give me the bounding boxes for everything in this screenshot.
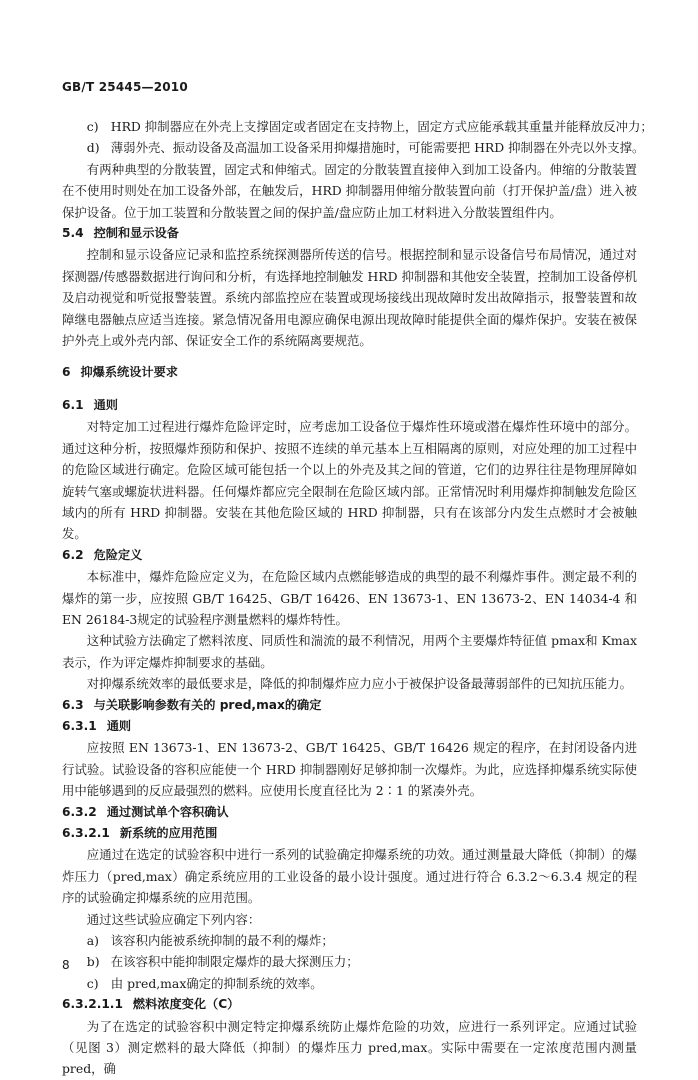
list-marker: b) [86, 954, 100, 970]
list-marker: a) [86, 933, 100, 949]
paragraph: 应通过在选定的试验容积中进行一系列的试验确定抑爆系统的功效。通过测量最大降低（抑制）的爆炸压力（pred,max）确定系统应用的工业设备的最小设计强度。通过进行符合 6.3.2～6.3.4 规定的程序的试验确定抑爆系统的应用范围。 [62, 847, 637, 906]
page-body [62, 116, 653, 1080]
section-number: 6.3.2.1 [62, 826, 110, 840]
section-title: 通则 [106, 718, 132, 733]
section-heading [62, 716, 637, 737]
paragraph: 通过这些试验应确定下列内容： [86, 911, 261, 927]
section-title: 危险定义 [93, 547, 143, 562]
paragraph: 控制和显示设备应记录和监控系统探测器所传送的信号。根据控制和显示设备信号布局情况，通过对探测器/传感器数据进行询问和分析，有选择地控制触发 HRD 抑制器和其他安全装置，控制加工设备停机及启动视觉和听觉报警装置。系统内部监控应在装置或现场接线出现故障时发出故障指示，报警装置和故障继电器触点应适当连接。紧急情况备用电源应确保电源出现故障时能提供全面的爆炸保护。安装在被保护外壳上或外壳内部、保证安全工作的系统隔离要规范。 [62, 247, 637, 349]
list-item [62, 116, 653, 137]
list-marker: d) [86, 140, 100, 156]
section-number: 6 [62, 365, 71, 380]
section-number: 5.4 [62, 226, 84, 241]
list-item [62, 951, 637, 972]
paragraph: 为了在选定的试验容积中测定特定抑爆系统防止爆炸危险的功效，应进行一系列评定。应通过试验（见图 3）测定燃料的最大降低（抑制）的爆炸压力 pred,max。实际中需要在一定浓度范围内测量 pred，确 [62, 1018, 637, 1077]
section-heading [62, 823, 637, 844]
section-heading [62, 362, 637, 383]
paragraph: 对特定加工过程进行爆炸危险评定时，应考虑加工设备位于爆炸性环境或潜在爆炸性环境中的部分。通过这种分析，按照爆炸预防和保护、按照不连续的单元基本上互相隔离的原则，对应处理的加工过程中的危险区域进行确定。危险区域可能包括一个以上的外壳及其之间的管道，它们的边界往往是物理屏障如旋转气塞或螺旋状进料器。任何爆炸都应完全限制在危险区域内部。正常情况时利用爆炸抑制触发危险区域内的所有 HRD 抑制器。安装在其他危险区域的 HRD 抑制器，只有在该部分内发生点燃时才会被触发。 [62, 419, 637, 542]
paragraph: 本标准中，爆炸危险应定义为，在危险区域内点燃能够造成的典型的最不利爆炸事件。测定最不利的爆炸的第一步，应按照 GB/T 16425、GB/T 16426、EN 13673-1、EN 13673-2、EN 14034-4 和 EN 26184-3规定的试验程序测量燃料的爆炸特性。 [62, 569, 637, 627]
list-marker: c) [86, 119, 99, 134]
paragraph: 有两种典型的分散装置，固定式和伸缩式。固定的分散装置直接伸入到加工设备内。伸缩的分散装置在不使用时则处在加工设备外部，在触发后，HRD 抑制器用伸缩分散装置向前（打开保护盖/盘）进入被保护设备。位于加工装置和分散装置之间的保护盖/盘应防止加工材料进入分散装置组件内。 [62, 161, 637, 220]
standard-number: GB/T 25445—2010 [62, 80, 188, 94]
section-number: 6.1 [62, 397, 84, 412]
paragraph: 这种试验方法确定了燃料浓度、同质性和湍流的最不利情况，用两个主要爆炸特征值 pmax和 Kmax表示，作为评定爆炸抑制要求的基础。 [62, 633, 637, 670]
section-heading [62, 695, 637, 716]
page-number: 8 [62, 958, 70, 972]
section-number: 6.3.2.1.1 [62, 997, 123, 1012]
paragraph: 对抑爆系统效率的最低要求是，降低的抑制爆炸应力应小于被保护设备最薄弱部件的已知抗压能力。 [86, 676, 632, 692]
section-title: 通过测试单个容积确认 [106, 804, 229, 819]
section-number: 6.3.1 [62, 718, 97, 733]
paragraph: 应按照 EN 13673-1、EN 13673-2、GB/T 16425、GB/T 16426 规定的程序，在封闭设备内进行试验。试验设备的容积应能使一个 HRD 抑制器刚好足够抑制一次爆炸。为此，应选择抑爆系统实际使用中能够遇到的反应最强烈的燃料。应使用长度直径比为 2∶1 的紧凑外壳。 [62, 740, 637, 799]
list-item [62, 973, 637, 994]
section-number: 6.3 [62, 697, 84, 712]
section-heading [62, 395, 637, 416]
list-item-text: 薄弱外壳、振动设备及高温加工设备采用抑爆措施时，可能需要把 HRD 抑制器在外壳以外支撑。 [110, 140, 645, 156]
section-title: 与关联影响参数有关的 pred,max的确定 [93, 697, 322, 712]
section-number: 6.3.2 [62, 804, 97, 819]
list-item-text: 在该容积中能抑制限定爆炸的最大探测压力； [110, 954, 359, 970]
list-item-text: HRD 抑制器应在外壳上支撑固定或者固定在支持物上，固定方式应能承载其重量并能释放反冲力； [110, 119, 653, 134]
list-item [62, 137, 645, 158]
list-item-text: 由 pred,max确定的抑制系统的效率。 [110, 975, 323, 991]
section-title: 燃料浓度变化（C） [132, 997, 240, 1012]
section-heading [62, 994, 637, 1015]
section-heading [62, 223, 637, 244]
list-marker: c) [86, 975, 99, 991]
list-item-text: 该容积内能被系统抑制的最不利的爆炸； [110, 933, 334, 949]
section-title: 抑爆系统设计要求 [80, 365, 178, 380]
section-title: 新系统的应用范围 [119, 826, 218, 840]
section-heading [62, 802, 637, 823]
section-number: 6.2 [62, 547, 84, 562]
section-title: 通则 [93, 397, 118, 412]
section-title: 控制和显示设备 [93, 226, 179, 241]
section-heading [62, 545, 637, 566]
list-item [62, 930, 637, 951]
